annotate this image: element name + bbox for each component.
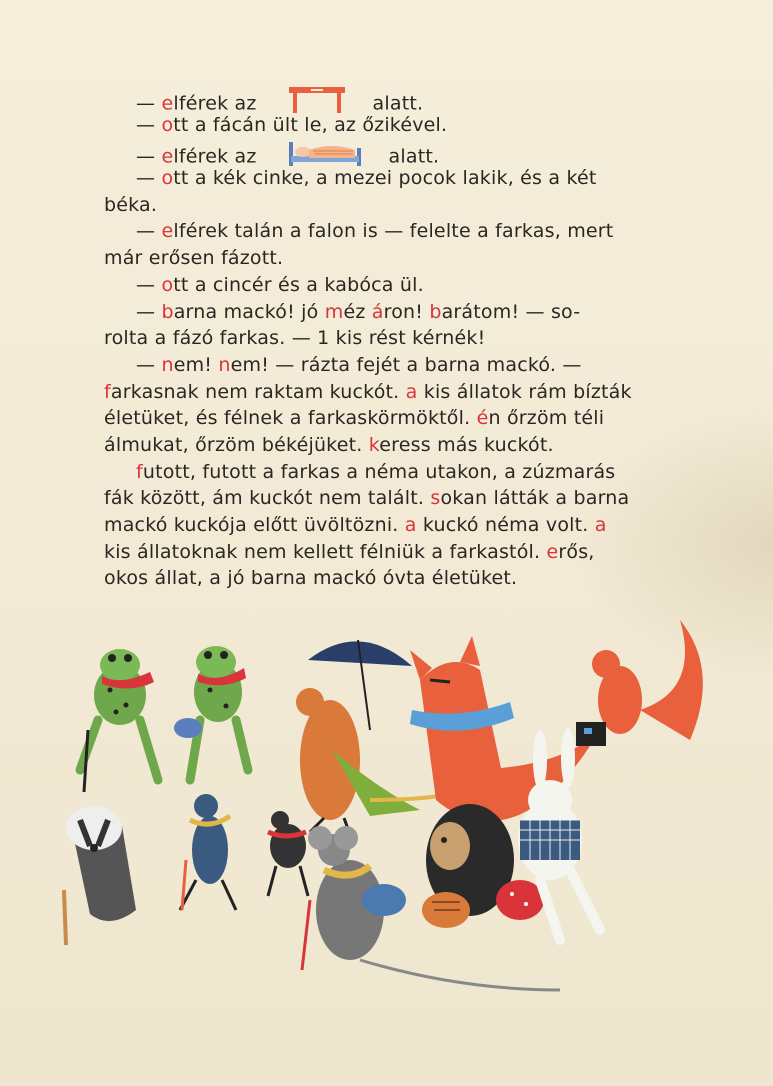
text-line: [104, 165, 650, 192]
beetle-icon: [180, 794, 236, 910]
text-line: [104, 299, 650, 326]
text-line: [104, 112, 650, 139]
red-initial: é: [476, 407, 489, 430]
text-line: [104, 218, 650, 245]
text-span: —: [136, 145, 162, 168]
cricket-icon: [268, 811, 308, 896]
text-span: mackó kuckója előtt üvöltözni.: [104, 514, 405, 536]
forest-animals-illustration: [40, 610, 740, 1030]
text-span: fák között, ám kuckót nem talált.: [104, 487, 431, 510]
text-span: álmukat, őrzöm békéjüket.: [104, 433, 369, 456]
text-span: lférek az: [173, 145, 257, 168]
red-initial: á: [371, 300, 384, 323]
red-initial: a: [404, 514, 417, 536]
text-line: [104, 138, 650, 168]
text-line: [104, 325, 650, 352]
text-line: [104, 352, 650, 379]
text-line: [104, 245, 650, 272]
text-span: kis állatoknak nem kellett félniük a farkastól.: [104, 540, 547, 563]
red-initial: m: [324, 300, 344, 323]
frog-icon: [80, 649, 158, 792]
red-initial: f: [104, 380, 111, 403]
text-span: rolta a fázó farkas. — 1 kis rést kérnék!: [104, 327, 486, 350]
fox-icon: [410, 636, 600, 821]
text-span: tt a kék cinke, a mezei pocok lakik, és a két: [173, 167, 597, 190]
text-span: éz: [343, 300, 372, 323]
text-line: [104, 272, 650, 299]
text-span: béka.: [104, 193, 158, 216]
text-span: kis állatok rám bízták: [417, 380, 632, 403]
text-line: [104, 565, 650, 592]
red-initial: k: [368, 433, 380, 456]
text-span: alatt.: [388, 145, 440, 168]
text-span: rős,: [558, 540, 595, 563]
text-line: [104, 485, 650, 512]
text-span: arkasnak nem raktam kuckót.: [110, 380, 406, 403]
red-initial: e: [546, 540, 559, 563]
text-span: lférek az: [173, 92, 257, 115]
story-text: [104, 85, 650, 592]
red-initial: n: [161, 353, 174, 376]
text-span: —: [136, 92, 162, 115]
badger-icon: [64, 806, 136, 945]
text-span: —: [136, 167, 162, 190]
text-span: em! — rázta fejét a barna mackó. —: [230, 353, 582, 376]
frog-icon: [174, 646, 248, 780]
text-span: eress más kuckót.: [379, 433, 554, 456]
text-span: arna mackó! jó: [173, 300, 325, 323]
red-initial: b: [429, 300, 442, 323]
text-span: em!: [173, 353, 219, 376]
text-span: kuckó néma volt.: [416, 514, 595, 536]
text-span: okan látták a barna: [440, 487, 630, 510]
red-initial: e: [161, 92, 174, 115]
red-initial: n: [218, 353, 231, 376]
text-line: [104, 512, 650, 539]
text-line: [104, 192, 650, 219]
red-initial: s: [430, 487, 441, 510]
text-span: ron!: [383, 300, 430, 323]
text-span: okos állat, a jó barna mackó óvta életüket.: [104, 567, 518, 590]
text-line: [104, 85, 650, 115]
red-initial: e: [161, 220, 174, 243]
text-line: [104, 539, 650, 566]
text-span: —: [136, 113, 162, 136]
red-initial: e: [161, 145, 174, 168]
red-initial: a: [405, 380, 418, 403]
text-span: —: [136, 273, 162, 296]
text-span: életüket, és félnek a farkaskörmöktől.: [104, 407, 477, 430]
text-span: már erősen fázott.: [104, 247, 284, 270]
text-span: tt a cincér és a kabóca ül.: [173, 273, 424, 296]
text-line: [104, 432, 650, 459]
text-line: [104, 459, 650, 486]
text-span: arátom! — so-: [441, 300, 581, 323]
text-span: —: [136, 353, 162, 376]
text-span: tt a fácán ült le, az őzikével.: [173, 113, 448, 136]
red-initial: a: [594, 514, 607, 536]
squirrel-icon: [576, 620, 703, 746]
text-span: —: [136, 300, 162, 323]
text-span: —: [136, 220, 162, 243]
text-line: [104, 379, 650, 406]
red-initial: f: [136, 460, 143, 483]
text-line: [104, 405, 650, 432]
red-initial: b: [161, 300, 174, 323]
text-span: n őrzöm téli: [488, 407, 605, 430]
text-span: lférek talán a falon is — felelte a farkas, mert: [173, 220, 614, 243]
text-span: alatt.: [372, 92, 424, 115]
text-span: utott, futott a farkas a néma utakon, a zúzmarás: [142, 460, 616, 483]
red-initial: o: [161, 113, 174, 136]
red-initial: o: [161, 167, 174, 190]
red-initial: o: [161, 273, 174, 296]
